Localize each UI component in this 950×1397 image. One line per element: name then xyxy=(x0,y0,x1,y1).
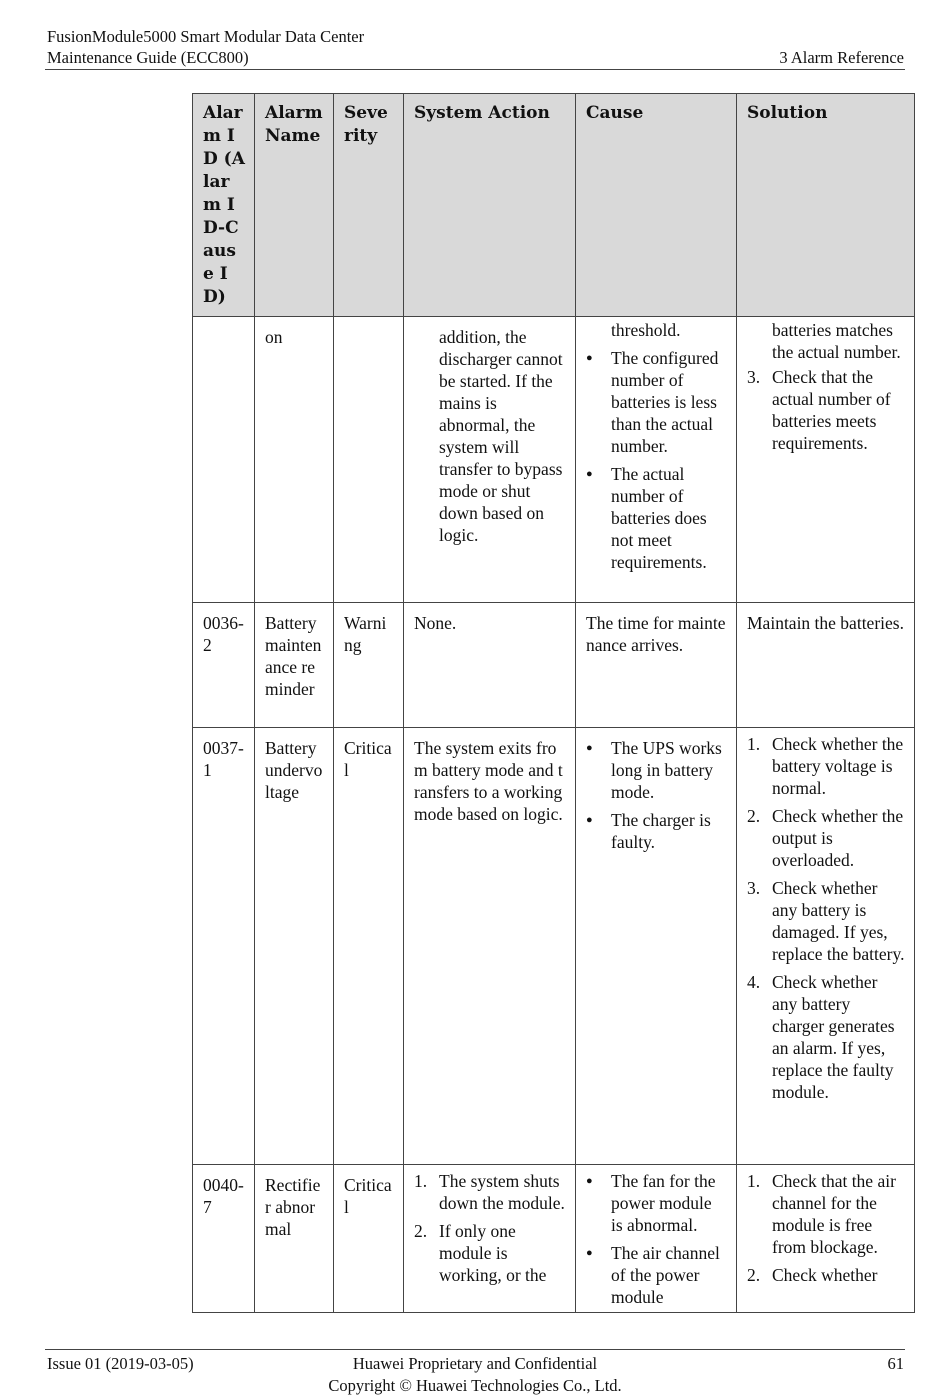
list-item: ● The air channel of the power module xyxy=(586,1242,727,1308)
cell-cause xyxy=(576,317,737,603)
list-text: The system shuts down the module. xyxy=(439,1171,565,1213)
confidential-notice: Huawei Proprietary and Confidential xyxy=(352,1354,598,1373)
column-header-severity: Severity xyxy=(334,94,404,317)
cell-solution xyxy=(737,728,915,1165)
list-number: 2. xyxy=(747,806,761,826)
solution-text: batteries matches the actual number. xyxy=(772,320,901,362)
column-header-cause: Cause xyxy=(576,94,737,317)
list-item xyxy=(747,971,905,1103)
list-item xyxy=(747,805,905,871)
cell-alarm-name: Rectifier abnormal xyxy=(255,1165,334,1313)
list-item xyxy=(747,366,905,454)
list-item: ● The charger is faulty. xyxy=(586,809,727,853)
list-number: 4. xyxy=(747,972,761,992)
issue-label: Issue 01 (2019-03-05) xyxy=(47,1354,194,1373)
action-text: addition, the discharger cannot be started. If the mains is abnormal, the system will transfer to bypass mode or shut down based on logic. xyxy=(439,327,563,545)
table-row xyxy=(193,1165,915,1313)
list-item: ● The fan for the power module is abnormal. xyxy=(586,1170,727,1236)
list-item xyxy=(747,1264,905,1286)
list-item xyxy=(414,1220,566,1286)
cell-severity xyxy=(334,317,404,603)
header-divider xyxy=(45,69,905,70)
cell-severity: Warning xyxy=(334,603,404,728)
document-title: FusionModule5000 Smart Modular Data Center xyxy=(47,27,365,46)
table-header-row xyxy=(193,94,915,317)
list-item: ● The configured number of batteries is less than the actual number. xyxy=(586,347,727,457)
cause-list xyxy=(586,1170,727,1308)
cell-solution xyxy=(737,317,915,603)
cell-cause xyxy=(576,1165,737,1313)
cause-list xyxy=(586,737,727,853)
column-header-alarm-name: Alarm Name xyxy=(255,94,334,317)
cell-alarm-name: on xyxy=(255,317,334,603)
copyright-block xyxy=(0,1353,950,1397)
list-item xyxy=(747,877,905,965)
cell-alarm-id: 0040-7 xyxy=(193,1165,255,1313)
cell-alarm-id: 0037-1 xyxy=(193,728,255,1165)
cell-severity: Critical xyxy=(334,1165,404,1313)
cell-alarm-id: 0036-2 xyxy=(193,603,255,728)
list-item: ● The actual number of batteries does not meet requirements. xyxy=(586,463,727,573)
solution-list xyxy=(747,366,905,454)
list-number: 2. xyxy=(414,1221,428,1241)
column-header-system-action: System Action xyxy=(404,94,576,317)
list-text: Check whether any battery charger generates an alarm. If yes, replace the faulty module. xyxy=(772,972,895,1102)
cause-list xyxy=(586,347,727,573)
list-text: Check whether xyxy=(772,1265,878,1285)
running-header xyxy=(47,26,364,68)
footer-divider xyxy=(45,1349,905,1350)
alarm-table xyxy=(192,93,915,1313)
list-number: 2. xyxy=(747,1265,761,1285)
cell-cause xyxy=(576,728,737,1165)
list-text: If only one module is working, or the xyxy=(439,1221,547,1285)
copyright-notice: Copyright © Huawei Technologies Co., Ltd. xyxy=(328,1376,622,1395)
list-number: 3. xyxy=(747,878,761,898)
cell-system-action: The system exits from battery mode and transfers to a working mode based on logic. xyxy=(404,728,576,1165)
column-header-solution: Solution xyxy=(737,94,915,317)
list-text: Check whether the battery voltage is normal. xyxy=(772,734,904,798)
cell-severity: Critical xyxy=(334,728,404,1165)
list-text: Check whether the output is overloaded. xyxy=(772,806,904,870)
cell-system-action xyxy=(404,317,576,603)
cell-cause: The time for maintenance arrives. xyxy=(576,603,737,728)
section-title: 3 Alarm Reference xyxy=(779,48,904,67)
table-row xyxy=(193,728,915,1165)
cell-solution: Maintain the batteries. xyxy=(737,603,915,728)
cell-solution xyxy=(737,1165,915,1313)
solution-list xyxy=(747,733,905,1103)
list-item: ● The UPS works long in battery mode. xyxy=(586,737,727,803)
list-number: 1. xyxy=(747,1171,761,1191)
column-header-alarm-id: Alarm ID (Alarm ID-Cause ID) xyxy=(193,94,255,317)
cell-system-action xyxy=(404,1165,576,1313)
action-list xyxy=(414,1170,566,1286)
list-item xyxy=(414,1170,566,1214)
document-subtitle: Maintenance Guide (ECC800) xyxy=(47,48,249,67)
list-text: Check whether any battery is damaged. If yes, replace the battery. xyxy=(772,878,905,964)
cell-alarm-id xyxy=(193,317,255,603)
list-number: 1. xyxy=(414,1171,428,1191)
list-text: Check that the air channel for the module is free from blockage. xyxy=(772,1171,896,1257)
list-item xyxy=(747,733,905,799)
list-item xyxy=(747,1170,905,1258)
cause-text: threshold. xyxy=(611,320,681,340)
cell-alarm-name: Battery maintenance reminder xyxy=(255,603,334,728)
list-number: 1. xyxy=(747,734,761,754)
cell-system-action: None. xyxy=(404,603,576,728)
table-row xyxy=(193,317,915,603)
page-number: 61 xyxy=(887,1354,904,1373)
list-text: Check that the actual number of batteries meets requirements. xyxy=(772,367,891,453)
list-number: 3. xyxy=(747,367,761,387)
solution-list xyxy=(747,1170,905,1286)
cell-alarm-name: Battery undervoltage xyxy=(255,728,334,1165)
table-row xyxy=(193,603,915,728)
